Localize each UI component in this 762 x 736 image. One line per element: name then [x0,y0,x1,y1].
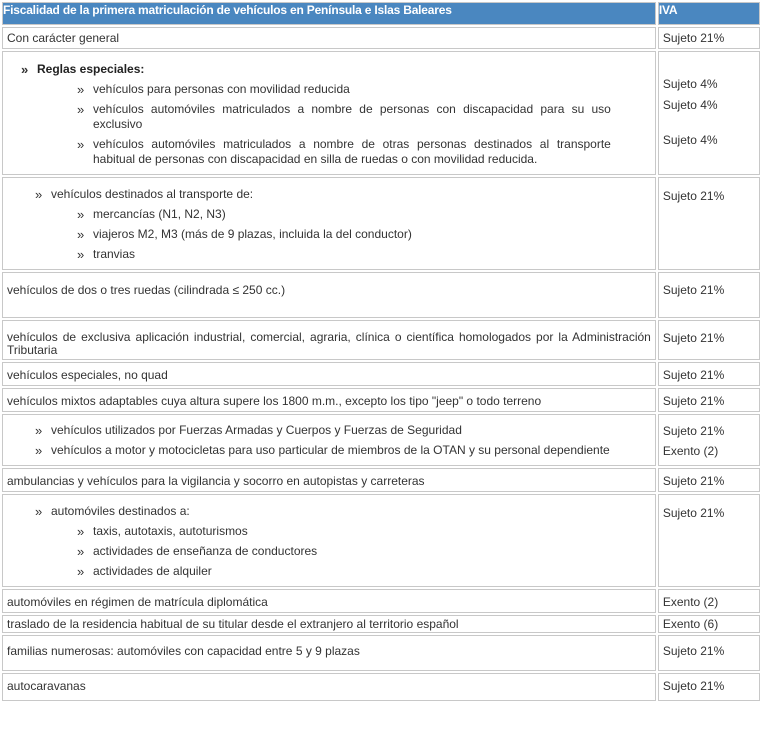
iva-column-header: IVA [658,2,760,25]
row-rate: Exento (2) [662,595,719,609]
list-item: » vehículos automóviles matriculados a nombre de otras personas destinados al transporte habitual de personas con discapacidad en silla de ruedas o con movilidad reducida. [93,137,611,167]
table-row [2,589,760,613]
table-row [2,615,760,633]
row-label: vehículos de exclusiva aplicación industrial, comercial, agraria, clínica o científica homologados por la Administración Tributaria [7,330,651,357]
row-label: traslado de la residencia habitual de su titular desde el extranjero al territorio español [7,617,459,631]
row-rate: Exento (6) [662,617,719,631]
row-label: autocaravanas [7,679,86,693]
reglas-especiales-heading: » Reglas especiales: [37,62,651,77]
list-item: » taxis, autotaxis, autoturismos [93,524,651,539]
table-row-transporte [2,177,760,270]
row-rate: Sujeto 21% [662,331,725,345]
list-item: » vehículos a motor y motocicletas para uso particular de miembros de la OTAN y su personal dependiente [51,443,651,458]
table-row-reglas-especiales [2,51,760,175]
table-row-fuerzas [2,414,760,466]
row-label: familias numerosas: automóviles con capacidad entre 5 y 9 plazas [7,644,360,658]
row-label: vehículos mixtos adaptables cuya altura supere los 1800 m.m., excepto los tipo "jeep" o todo terreno [7,394,542,408]
table-row [2,468,760,492]
row-rate: Sujeto 21% [662,424,725,438]
list-item: » vehículos automóviles matriculados a nombre de personas con discapacidad para su uso exclusivo [93,102,611,132]
row-rate: Exento (2) [662,444,719,458]
row-rate: Sujeto 4% [662,98,718,112]
table-row [2,320,760,360]
row-rate: Sujeto 4% [662,133,718,147]
transporte-heading: » vehículos destinados al transporte de: [51,187,651,202]
list-item: » viajeros M2, M3 (más de 9 plazas, incluida la del conductor) [93,227,651,242]
row-rate: Sujeto 21% [662,368,725,382]
row-rate: Sujeto 4% [662,77,718,91]
table-row [2,272,760,318]
row-rate: Sujeto 21% [662,474,725,488]
row-label: vehículos especiales, no quad [7,368,168,382]
automoviles-heading: » automóviles destinados a: [51,504,651,519]
list-item: » vehículos utilizados por Fuerzas Armadas y Cuerpos y Fuerzas de Seguridad [51,423,651,438]
row-rate: Sujeto 21% [662,679,725,693]
table-row [2,388,760,412]
row-rate: Sujeto 21% [662,283,725,297]
row-label: Con carácter general [7,31,120,45]
list-item: » tranvias [93,247,651,262]
list-item: » actividades de enseñanza de conductores [93,544,651,559]
table-row [2,362,760,386]
table-row [2,673,760,701]
list-item: » actividades de alquiler [93,564,651,579]
table-row-automoviles [2,494,760,587]
table-row [2,635,760,671]
row-rate: Sujeto 21% [662,506,725,520]
row-rate: Sujeto 21% [662,394,725,408]
row-label: vehículos de dos o tres ruedas (cilindrada ≤ 250 cc.) [7,283,286,297]
table-title: Fiscalidad de la primera matriculación de vehículos en Península e Islas Baleares [2,2,656,25]
table-row [2,27,760,49]
row-label: automóviles en régimen de matrícula diplomática [7,595,268,609]
row-rate: Sujeto 21% [662,644,725,658]
row-label: ambulancias y vehículos para la vigilancia y socorro en autopistas y carreteras [7,474,425,488]
list-item: » mercancías (N1, N2, N3) [93,207,651,222]
table-header-row [2,2,760,25]
row-rate: Sujeto 21% [662,31,725,45]
row-rate: Sujeto 21% [662,189,725,203]
list-item: » vehículos para personas con movilidad reducida [93,82,611,97]
